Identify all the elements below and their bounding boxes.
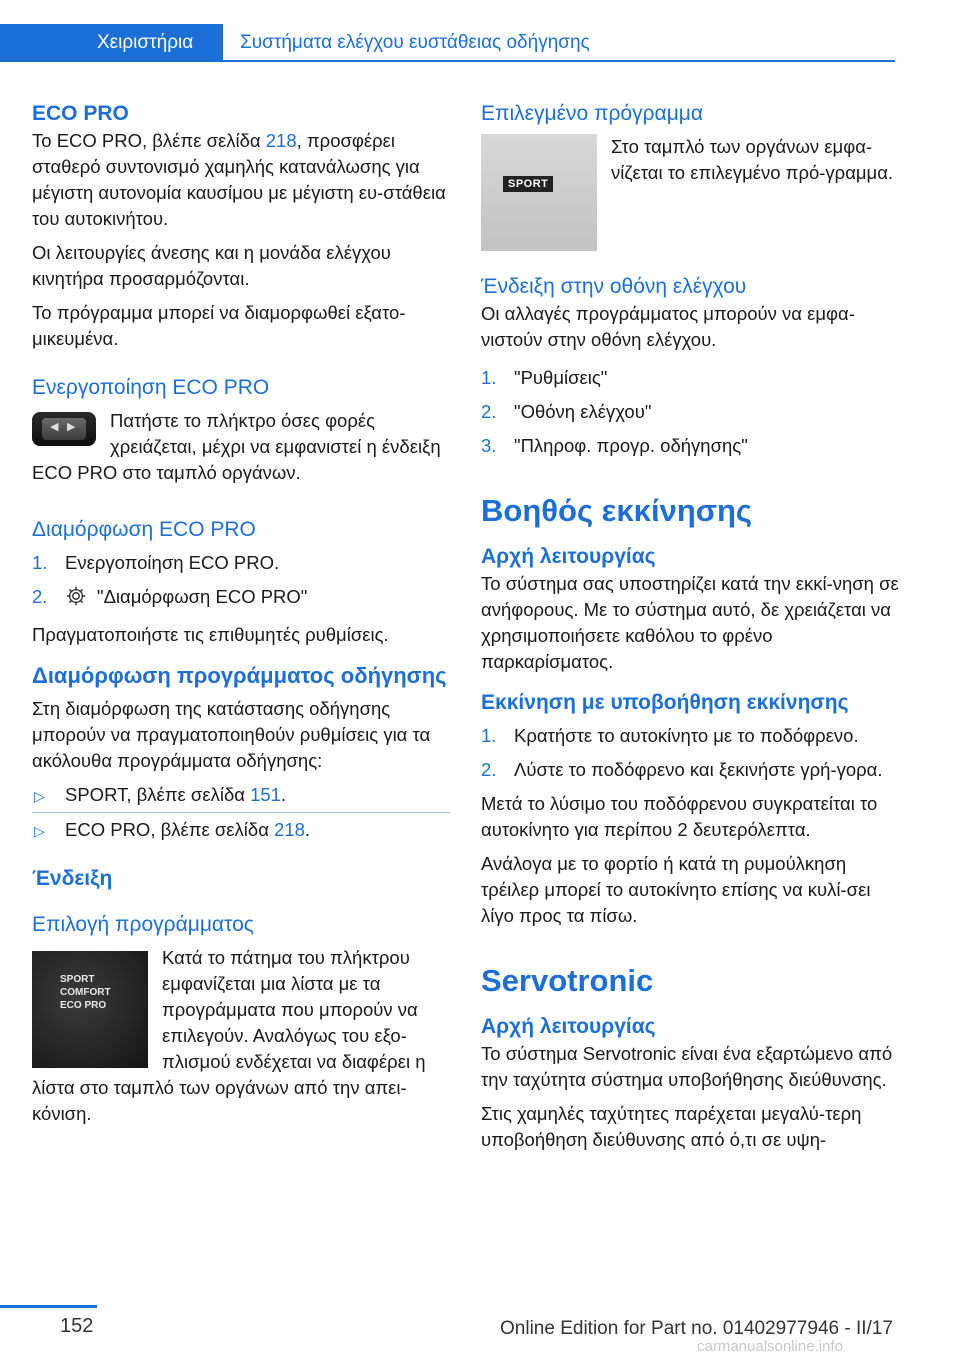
selected-program-heading: Επιλεγμένο πρόγραμμα [481,102,704,125]
chapter-tab: Χειριστήρια [0,24,223,62]
start-principle-text: Το σύστημα σας υποστηρίζει κατά την εκκί-νηση σε ανήφορους. Με το σύστημα αυτό, δε χρειάζεται να χρησιμοποιήσετε καθόλου το φρένο παρκαρίσματος. [481,573,899,672]
list-item: ▷ ECO PRO, βλέπε σελίδα 218. [32,817,450,843]
list-item: 2. "Διαμόρφωση ECO PRO" [32,584,450,614]
triangle-bullet-icon: ▷ [34,788,45,804]
eco-pro-paragraph-3: Το πρόγραμμα μπορεί να διαμορφωθεί εξατο-μικευμένα. [32,302,406,349]
list-item: 2. "Οθόνη ελέγχου" [481,401,652,422]
servotronic-paragraph-1: Το σύστημα Servotronic είναι ένα εξαρτώμενο από την ταχύτητα σύστημα υποβοήθησης διεύθυνσης. [481,1043,893,1090]
gear-icon [65,585,89,614]
selected-program-text: Στο ταμπλό των οργάνων εμφα-νίζεται το επιλεγμένο πρό-γραμμα. [611,136,894,183]
start-assist-steps [481,723,899,783]
list-item: 1. "Ρυθμίσεις" [481,367,608,388]
activate-eco-pro-heading: Ενεργοποίηση ECO PRO [32,376,270,399]
start-principle-heading: Αρχή λειτουργίας [481,545,656,568]
list-item: 2. Λύστε το ποδόφρενο και ξεκινήστε γρή-γορα. [481,759,883,780]
right-column [481,100,899,1161]
selected-program-block [481,134,899,251]
right-arrow-icon: ▶ [67,421,76,433]
footer-rule [0,1305,97,1308]
list-item: 1. Ενεργοποίηση ECO PRO. [32,552,280,573]
program-selection-heading: Επιλογή προγράμματος [32,913,254,936]
driving-mode-button-image [32,412,96,446]
control-display-steps [481,365,899,459]
program-selection-text: Κατά το πάτημα του πλήκτρου εμφανίζεται μια λίστα με τα προγράμματα που μπορούν να επιλεγούν. Αναλόγως του εξο-πλισμού ενδέχεται να διαφέρει η λίστα στο ταμπλό των οργάνων από την απει-κόνιση. [32,947,426,1124]
servotronic-heading: Servotronic [481,963,654,998]
left-column [32,100,450,1135]
list-item: ▷ SPORT, βλέπε σελίδα 151. [32,782,450,808]
control-display-heading: Ένδειξη στην οθόνη ελέγχου [481,275,747,298]
activate-eco-pro-block [32,408,450,494]
page-number: 152 [60,1315,94,1337]
section-title: Συστήματα ελέγχου ευστάθειας οδήγησης [240,32,590,53]
eco-pro-paragraph-2: Οι λειτουργίες άνεσης και η μονάδα ελέγχου κινητήρα προσαρμόζονται. [32,242,391,289]
page-link-218[interactable]: 218 [265,130,297,151]
page-header [0,24,895,62]
program-selection-block [32,945,450,1135]
start-assist-heading: Βοηθός εκκίνησης [481,493,753,528]
watermark: carmanualsonline.info [697,1338,843,1355]
activate-eco-pro-text: Πατήστε το πλήκτρο όσες φορές χρειάζεται, μέχρι να εμφανιστεί η ένδειξη ECO PRO στο ταμπλό οργάνων. [32,410,441,483]
control-display-text: Οι αλλαγές προγράμματος μπορούν να εμφα-νιστούν στην οθόνη ελέγχου. [481,303,855,350]
left-arrow-icon: ◀ [50,421,59,433]
servotronic-paragraph-2: Στις χαμηλές ταχύτητες παρέχεται μεγαλύ-τερη υποβοήθηση διεύθυνσης από ό,τι σε υψη- [481,1103,862,1150]
page-link-151[interactable]: 151 [250,784,281,805]
configure-eco-pro-steps [32,550,450,614]
eco-pro-heading: ECO PRO [32,102,129,125]
header-rule [223,60,895,62]
configure-eco-pro-after: Πραγματοποιήστε τις επιθυμητές ρυθμίσεις. [32,624,389,645]
configure-eco-pro-heading: Διαμόρφωση ECO PRO [32,518,256,541]
list-item: 3. "Πληροφ. προγρ. οδήγησης" [481,435,748,456]
servotronic-principle-heading: Αρχή λειτουργίας [481,1015,656,1038]
display-heading: Ένδειξη [32,867,113,890]
edition-text: Online Edition for Part no. 01402977946 - II/17 [500,1318,893,1339]
page-link-218[interactable]: 218 [274,819,305,840]
configure-program-text: Στη διαμόρφωση της κατάστασης οδήγησης μπορούν να πραγματοποιηθούν ρυθμίσεις για τα ακόλουθα προγράμματα οδήγησης: [32,698,431,771]
program-list-display-image: SPORT COMFORT ECO PRO [32,951,148,1068]
program-list [32,782,450,843]
sport-display-image: SPORT [481,134,597,251]
start-with-assist-heading: Εκκίνηση με υποβοήθηση εκκίνησης [481,691,849,714]
start-assist-paragraph-1: Μετά το λύσιμο του ποδόφρενου συγκρατείται το αυτοκίνητο για περίπου 2 δευτερόλεπτα. [481,793,878,840]
list-item: 1. Κρατήστε το αυτοκίνητο με το ποδόφρενο. [481,725,859,746]
start-assist-paragraph-2: Ανάλογα με το φορτίο ή κατά τη ρυμούλκηση τρέιλερ μπορεί το αυτοκίνητο επίσης να κυλί-σει λίγο προς τα πίσω. [481,853,871,926]
triangle-bullet-icon: ▷ [34,823,45,839]
eco-pro-paragraph-1: Το ECO PRO, βλέπε σελίδα 218, προσφέρει σταθερό συντονισμό χαμηλής κατανάλωσης για μέγιστη αυτονομία καυσίμου με μέγιστη ευ-στάθεια του αυτοκινήτου. [32,130,446,229]
list-divider [32,812,450,813]
configure-program-heading: Διαμόρφωση προγράμματος οδήγησης [32,663,447,688]
